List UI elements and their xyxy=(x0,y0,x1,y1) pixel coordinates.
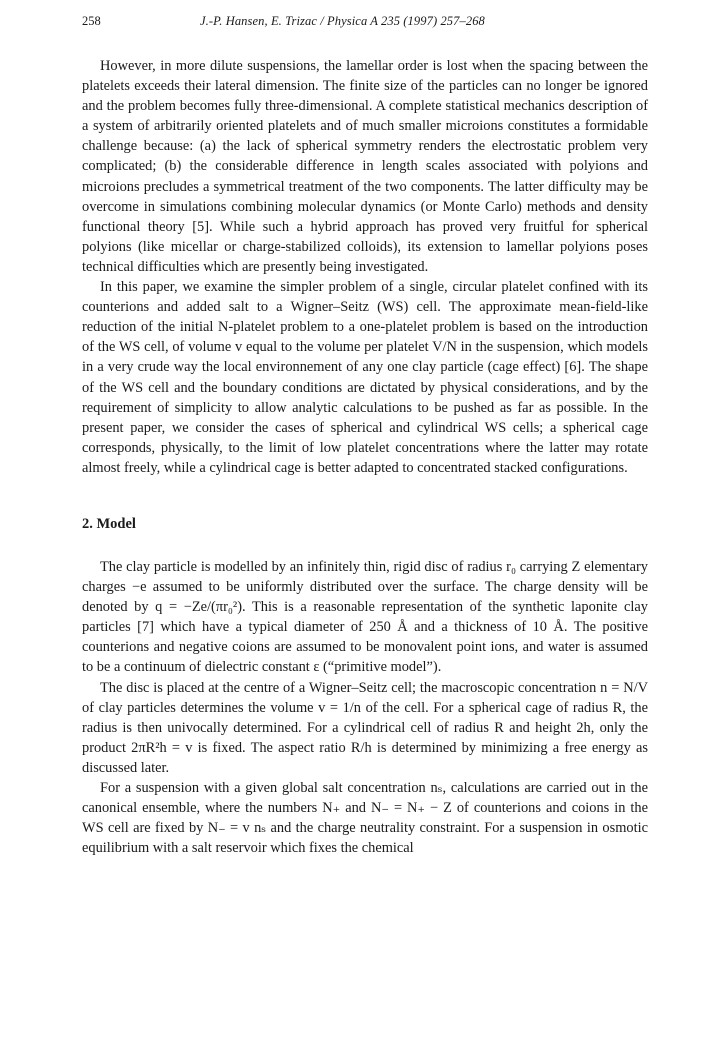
paragraph: For a suspension with a given global salt concentration nₛ, calculations are carried out in the canonical ensemble, where the numbers N₊ and N₋ = N₊ − Z of counterions and coions in the WS cell are fixed by N₋ = v nₛ and the charge neutrality constraint. For a suspension in osmotic equilibrium with a salt reservoir which fixes the chemical xyxy=(82,780,648,857)
article-body xyxy=(82,56,648,858)
paragraph: The disc is placed at the centre of a Wigner–Seitz cell; the macroscopic concentration n = N/V of clay particles determines the volume v = 1/n of the cell. For a spherical cage of radius R, the radius is then univocally determined. For a cylindrical cell of radius R and height 2h, only the product 2πR²h = v is fixed. The aspect ratio R/h is determined by minimizing a free energy as discussed later. xyxy=(82,679,648,776)
running-header xyxy=(82,14,648,34)
running-title: J.-P. Hansen, E. Trizac / Physica A 235 (1997) 257–268 xyxy=(200,14,485,28)
section-heading: 2. Model xyxy=(82,515,136,532)
paragraph: The clay particle is modelled by an infinitely thin, rigid disc of radius r₀ carrying Z elementary charges −e assumed to be uniformly distributed over the surface. The charge density will be denoted by q = −Ze/(πr₀²). This is a reasonable representation of the synthetic laponite clay particles [7] which have a typical diameter of 250 Å and a thickness of 10 Å. The positive counterions and negative coions are assumed to be monovalent point ions, and water is assumed to be a continuum of dielectric constant ε (“primitive model”). xyxy=(82,558,648,676)
paragraph: In this paper, we examine the simpler problem of a single, circular platelet confined with its counterions and added salt to a Wigner–Seitz (WS) cell. The approximate mean-field-like reduction of the initial N-platelet problem to a one-platelet problem is based on the introduction of the WS cell, of volume v equal to the volume per platelet V/N in the suspension, which models in a very crude way the local environnement of any one clay particle (cage effect) [6]. The shape of the WS cell and the boundary conditions are dictated by physical considerations, and by the requirement of simplicity to allow analytic calculations to be pushed as far as possible. In the present paper, we consider the cases of spherical and cylindrical WS cells; a spherical cage corresponds, physically, to the limit of low platelet concentrations where the latter may rotate almost freely, while a cylindrical cage is better adapted to concentrated stacked configurations. xyxy=(82,279,648,476)
page-number: 258 xyxy=(82,14,101,28)
paragraph: However, in more dilute suspensions, the lamellar order is lost when the spacing between the platelets exceeds their lateral dimension. The finite size of the particles can no longer be ignored and the problem becomes fully three-dimensional. A complete statistical mechanics description of a system of arbitrarily oriented platelets and of much smaller microions constitutes a formidable challenge because: (a) the lack of spherical symmetry renders the electrostatic problem very complicated; (b) the considerable difference in length scales associated with polyions and microions precludes a symmetrical treatment of the two components. The latter difficulty may be overcome in simulations combining molecular dynamics (or Monte Carlo) methods and density functional theory [5]. While such a hybrid approach has proved very fruitful for spherical polyions (like micellar or charge-stabilized colloids), its extension to lamellar polyions poses technical difficulties which are presently being investigated. xyxy=(82,58,648,275)
